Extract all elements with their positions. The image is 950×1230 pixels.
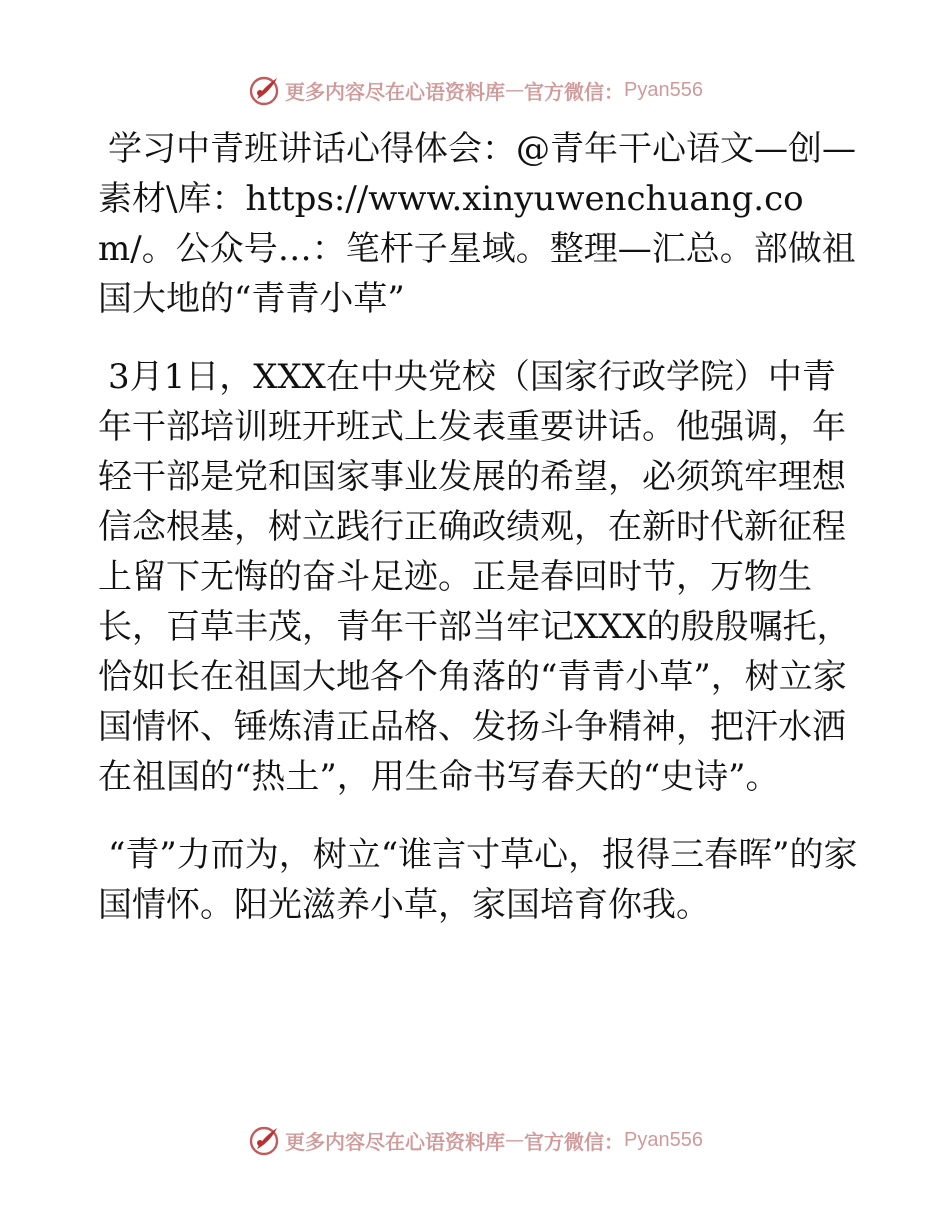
quill-circle-logo-icon (247, 73, 281, 107)
paragraph-title: 学习中青班讲话心得体会：@青年干心语文—创—素材\库：https://www.xinyuwenchuang.com/。公众号…：笔杆子星域。整理—汇总。部做祖国大地的“青青小草” (98, 129, 856, 319)
footer-main-text: 更多内容尽在心语资料库 (285, 1129, 506, 1154)
banner-main-text: 更多内容尽在心语资料库 (285, 79, 506, 104)
footer-banner (0, 1120, 950, 1160)
document-body (98, 124, 858, 930)
footer-account: Pyan556 (624, 1128, 703, 1151)
paragraph-section-1: “青”力而为，树立“谁言寸草心，报得三春晖”的家国情怀。阳光滋养小草，家国培育你我。 (98, 835, 858, 925)
banner-separator: — (505, 79, 525, 101)
quill-circle-logo-icon (247, 1123, 281, 1157)
banner-account: Pyan556 (624, 78, 703, 101)
header-banner (0, 70, 950, 110)
footer-secondary-text: 官方微信： (524, 1129, 625, 1154)
footer-separator: — (505, 1129, 525, 1151)
paragraph-intro: 3月1日，XXX在中央党校（国家行政学院）中青年干部培训班开班式上发表重要讲话。他强调，年轻干部是党和国家事业发展的希望，必须筑牢理想信念根基，树立践行正确政绩观，在新时代新征程上留下无悔的奋斗足迹。正是春回时节，万物生长，百草丰茂，青年干部当牢记XXX的殷殷嘱托，恰如长在祖国大地各个角落的“青青小草”，树立家国情怀、锤炼清正品格、发扬斗争精神，把汗水洒在祖国的“热土”，用生命书写春天的“史诗”。 (98, 357, 851, 797)
banner-secondary-text: 官方微信： (524, 79, 625, 104)
